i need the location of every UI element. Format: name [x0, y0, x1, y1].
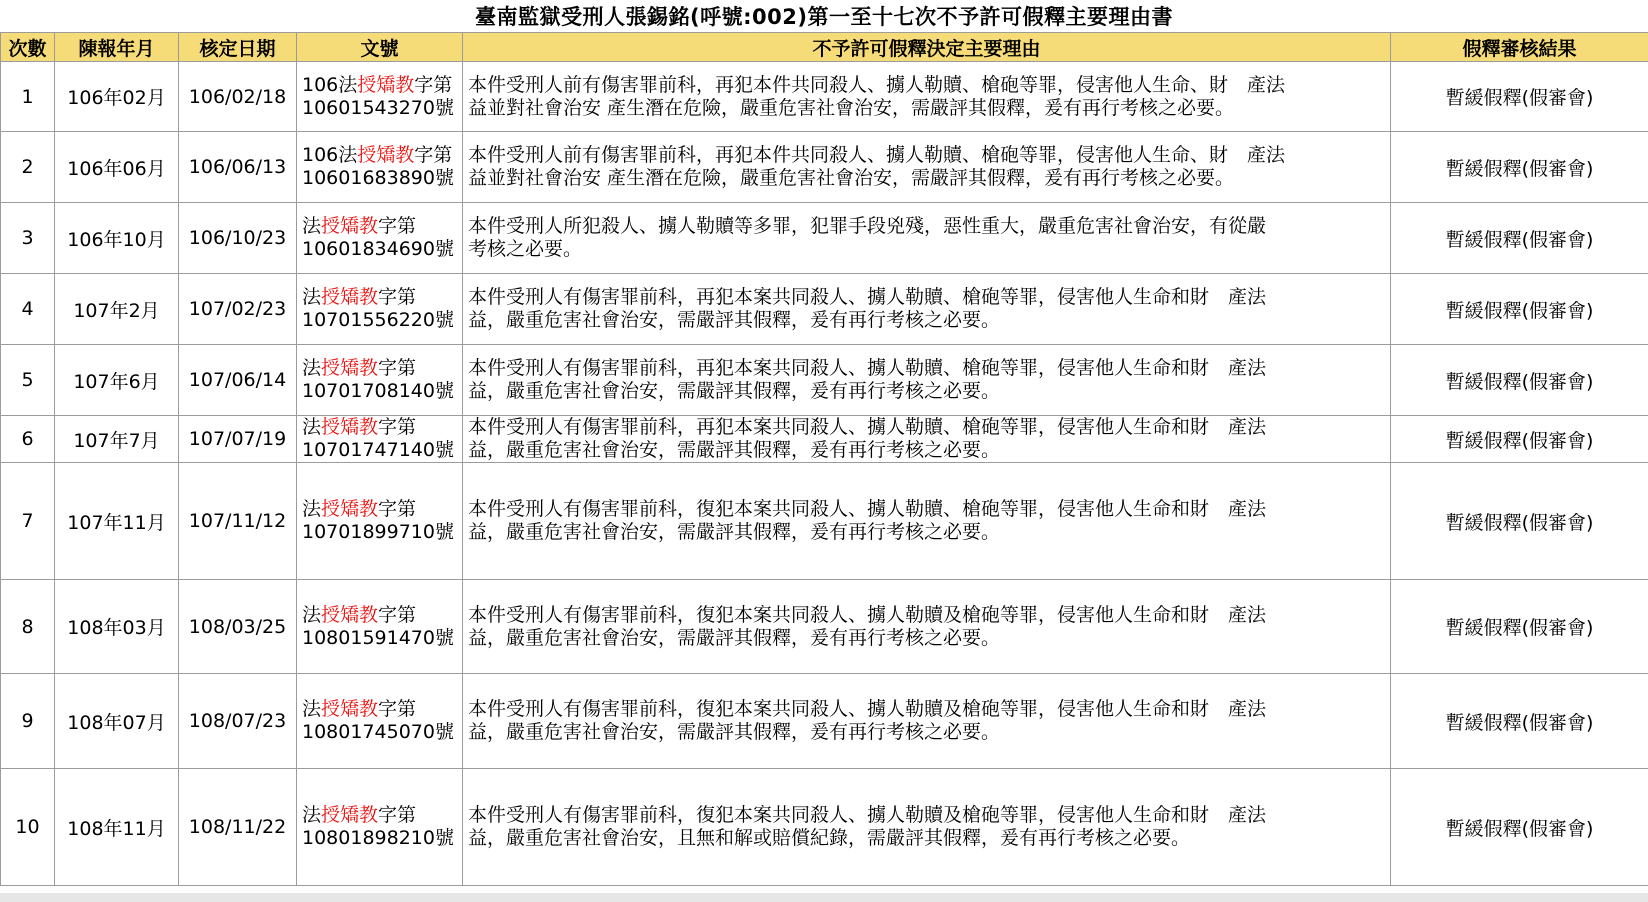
cell-approval-date[interactable]: [179, 580, 297, 674]
cell-result[interactable]: [1391, 62, 1648, 132]
reason-line-1: 本件受刑人有傷害罪前科，再犯本案共同殺人、擄人勒贖、槍砲等罪，侵害他人生命和財 產法: [468, 286, 1267, 308]
doc-number: 10701708140號: [302, 380, 454, 402]
doc-highlight: 授矯教: [321, 498, 379, 520]
cell-document-number[interactable]: [297, 132, 463, 203]
approval-date-value: 108/07/23: [188, 710, 287, 732]
doc-suffix: 字第: [378, 498, 417, 520]
report-month-value: 107年11月: [67, 511, 166, 534]
doc-highlight: 授矯教: [321, 357, 379, 379]
cell-reason[interactable]: [463, 674, 1391, 769]
approval-date-value: 107/07/19: [188, 428, 287, 450]
table-row: [1, 674, 1648, 769]
header-report-month[interactable]: 陳報年月: [55, 33, 179, 62]
cell-approval-date[interactable]: [179, 274, 297, 345]
cell-approval-date[interactable]: [179, 203, 297, 274]
header-row: [1, 33, 1648, 62]
doc-prefix: 法: [302, 286, 322, 308]
table-row: [1, 463, 1648, 580]
reason-line-2: 益，嚴重危害社會治安，需嚴評其假釋，爰有再行考核之必要。: [468, 309, 1001, 331]
cell-count[interactable]: [1, 132, 55, 203]
reason-line-2: 益，嚴重危害社會治安，需嚴評其假釋，爰有再行考核之必要。: [468, 721, 1001, 743]
header-result[interactable]: 假釋審核結果: [1391, 33, 1648, 62]
cell-reason[interactable]: [463, 416, 1391, 463]
cell-report-month[interactable]: [55, 580, 179, 674]
result-value: 暫緩假釋(假審會): [1445, 617, 1594, 639]
table-row: [1, 345, 1648, 416]
doc-number: 10601834690號: [302, 238, 454, 260]
doc-prefix: 106法: [302, 144, 358, 166]
cell-report-month[interactable]: [55, 674, 179, 769]
cell-reason[interactable]: [463, 203, 1391, 274]
doc-number: 10701556220號: [302, 309, 454, 331]
cell-report-month[interactable]: [55, 203, 179, 274]
cell-reason[interactable]: [463, 274, 1391, 345]
reason-line-1: 本件受刑人前有傷害罪前科，再犯本件共同殺人、擄人勒贖、槍砲等罪，侵害他人生命、財 產法: [468, 73, 1286, 96]
report-month-value: 107年7月: [73, 429, 160, 452]
cell-count[interactable]: [1, 769, 55, 886]
doc-prefix: 法: [302, 804, 322, 826]
cell-reason[interactable]: [463, 345, 1391, 416]
table-row: [1, 132, 1648, 203]
cell-count[interactable]: [1, 203, 55, 274]
result-value: 暫緩假釋(假審會): [1445, 511, 1594, 534]
cell-result[interactable]: [1391, 769, 1648, 886]
table-row: [1, 416, 1648, 463]
cell-document-number[interactable]: [297, 580, 463, 674]
cell-reason[interactable]: [463, 580, 1391, 674]
table-row: [1, 274, 1648, 345]
report-month-value: 106年10月: [67, 228, 166, 251]
table-row: [1, 62, 1648, 132]
header-document-number[interactable]: 文號: [297, 33, 463, 62]
approval-date-value: 107/06/14: [188, 369, 287, 391]
count-value: 1: [21, 85, 34, 108]
report-month-value: 107年2月: [73, 299, 160, 322]
cell-approval-date[interactable]: [179, 345, 297, 416]
result-value: 暫緩假釋(假審會): [1445, 157, 1594, 180]
doc-highlight: 授矯教: [321, 804, 379, 826]
reason-line-2: 益，嚴重危害社會治安，且無和解或賠償紀錄，需嚴評其假釋，爰有再行考核之必要。: [468, 827, 1191, 849]
count-value: 6: [21, 428, 34, 450]
report-month-value: 108年07月: [67, 711, 166, 734]
cell-result[interactable]: [1391, 674, 1648, 769]
report-month-value: 106年06月: [67, 157, 166, 180]
reason-line-1: 本件受刑人有傷害罪前科，復犯本案共同殺人、擄人勒贖、槍砲等罪，侵害他人生命和財 產法: [468, 498, 1267, 520]
doc-suffix: 字第: [414, 73, 453, 96]
cell-reason[interactable]: [463, 769, 1391, 886]
approval-date-value: 108/11/22: [188, 816, 287, 838]
doc-highlight: 授矯教: [321, 698, 379, 720]
doc-highlight: 授矯教: [321, 286, 379, 308]
cell-reason[interactable]: [463, 62, 1391, 132]
count-value: 8: [21, 615, 34, 638]
cell-reason[interactable]: [463, 132, 1391, 203]
cell-report-month[interactable]: [55, 463, 179, 580]
doc-highlight: 授矯教: [321, 416, 379, 438]
cell-result[interactable]: [1391, 580, 1648, 674]
cell-approval-date[interactable]: [179, 769, 297, 886]
cell-document-number[interactable]: [297, 416, 463, 463]
report-month-value: 107年6月: [73, 370, 160, 393]
count-value: 5: [21, 369, 34, 391]
result-value: 暫緩假釋(假審會): [1445, 429, 1594, 452]
reason-line-1: 本件受刑人有傷害罪前科，復犯本案共同殺人、擄人勒贖及槍砲等罪，侵害他人生命和財 產法: [468, 603, 1267, 626]
count-value: 9: [21, 710, 34, 732]
result-value: 暫緩假釋(假審會): [1445, 370, 1594, 393]
count-value: 7: [21, 510, 34, 532]
cell-approval-date[interactable]: [179, 463, 297, 580]
cell-report-month[interactable]: [55, 345, 179, 416]
cell-result[interactable]: [1391, 463, 1648, 580]
cell-document-number[interactable]: [297, 463, 463, 580]
doc-number: 10601683890號: [302, 167, 454, 189]
approval-date-value: 108/03/25: [188, 615, 287, 638]
cell-approval-date[interactable]: [179, 62, 297, 132]
sheet-title: 臺南監獄受刑人張錫銘(呼號:002)第一至十七次不予許可假釋主要理由書: [475, 5, 1173, 29]
cell-report-month[interactable]: [55, 62, 179, 132]
cell-document-number[interactable]: [297, 769, 463, 886]
doc-prefix: 法: [302, 357, 322, 379]
reason-line-1: 本件受刑人有傷害罪前科，再犯本案共同殺人、擄人勒贖、槍砲等罪，侵害他人生命和財 產法: [468, 416, 1267, 438]
cell-approval-date[interactable]: [179, 674, 297, 769]
parole-table: [0, 32, 1648, 886]
approval-date-value: 106/02/18: [188, 85, 287, 108]
result-value: 暫緩假釋(假審會): [1445, 87, 1594, 109]
report-month-value: 108年11月: [67, 817, 166, 840]
reason-line-2: 益，嚴重危害社會治安，需嚴評其假釋，爰有再行考核之必要。: [468, 521, 1001, 543]
doc-number: 10701747140號: [302, 439, 454, 461]
header-count[interactable]: 次數: [1, 33, 55, 62]
reason-line-2: 益並對社會治安 產生潛在危險，嚴重危害社會治安，需嚴評其假釋，爰有再行考核之必要。: [468, 167, 1235, 189]
cell-approval-date[interactable]: [179, 416, 297, 463]
report-month-value: 108年03月: [67, 617, 166, 639]
cell-document-number[interactable]: [297, 274, 463, 345]
cell-count[interactable]: [1, 62, 55, 132]
doc-prefix: 法: [302, 215, 322, 237]
cell-approval-date[interactable]: [179, 132, 297, 203]
cell-report-month[interactable]: [55, 416, 179, 463]
count-value: 10: [15, 816, 40, 838]
doc-highlight: 授矯教: [321, 603, 379, 626]
result-value: 暫緩假釋(假審會): [1445, 711, 1594, 734]
cell-result[interactable]: [1391, 203, 1648, 274]
result-value: 暫緩假釋(假審會): [1445, 817, 1594, 840]
doc-prefix: 法: [302, 603, 322, 626]
cell-document-number[interactable]: [297, 674, 463, 769]
doc-highlight: 授矯教: [357, 73, 415, 96]
cell-result[interactable]: [1391, 345, 1648, 416]
count-value: 2: [21, 156, 34, 178]
reason-line-2: 益，嚴重危害社會治安，需嚴評其假釋，爰有再行考核之必要。: [468, 380, 1001, 402]
doc-prefix: 法: [302, 698, 322, 720]
header-approval-date[interactable]: 核定日期: [179, 33, 297, 62]
approval-date-value: 106/06/13: [188, 156, 287, 178]
reason-line-1: 本件受刑人有傷害罪前科，復犯本案共同殺人、擄人勒贖及槍砲等罪，侵害他人生命和財 產法: [468, 804, 1267, 826]
cell-report-month[interactable]: [55, 769, 179, 886]
result-value: 暫緩假釋(假審會): [1445, 228, 1594, 251]
doc-suffix: 字第: [378, 698, 417, 720]
doc-prefix: 法: [302, 416, 322, 438]
cell-result[interactable]: [1391, 274, 1648, 345]
cell-count[interactable]: [1, 463, 55, 580]
reason-line-1: 本件受刑人前有傷害罪前科，再犯本件共同殺人、擄人勒贖、槍砲等罪，侵害他人生命、財 產法: [468, 144, 1286, 166]
doc-suffix: 字第: [378, 357, 417, 379]
doc-suffix: 字第: [378, 286, 417, 308]
table-row: [1, 580, 1648, 674]
reason-line-2: 益，嚴重危害社會治安，需嚴評其假釋，爰有再行考核之必要。: [468, 626, 1001, 649]
approval-date-value: 107/11/12: [188, 510, 287, 532]
doc-highlight: 授矯教: [321, 215, 379, 237]
header-reason[interactable]: 不予許可假釋決定主要理由: [463, 33, 1391, 62]
doc-suffix: 字第: [378, 603, 417, 626]
doc-suffix: 字第: [378, 416, 417, 438]
count-value: 4: [21, 298, 34, 320]
cell-count[interactable]: [1, 416, 55, 463]
doc-number: 10601543270號: [302, 96, 454, 119]
report-month-value: 106年02月: [67, 87, 166, 109]
cell-report-month[interactable]: [55, 274, 179, 345]
reason-line-2: 益並對社會治安 產生潛在危險，嚴重危害社會治安，需嚴評其假釋，爰有再行考核之必要。: [468, 96, 1235, 119]
cell-count[interactable]: [1, 345, 55, 416]
count-value: 3: [21, 227, 34, 249]
reason-line-2: 益，嚴重危害社會治安，需嚴評其假釋，爰有再行考核之必要。: [468, 439, 1001, 461]
doc-number: 10801745070號: [302, 721, 454, 743]
approval-date-value: 107/02/23: [188, 298, 287, 320]
doc-number: 10801898210號: [302, 827, 454, 849]
doc-suffix: 字第: [378, 804, 417, 826]
approval-date-value: 106/10/23: [188, 227, 287, 249]
doc-number: 10801591470號: [302, 626, 454, 649]
cell-count[interactable]: [1, 274, 55, 345]
reason-line-2: 考核之必要。: [468, 238, 583, 260]
cell-count[interactable]: [1, 674, 55, 769]
cell-reason[interactable]: [463, 463, 1391, 580]
doc-prefix: 法: [302, 498, 322, 520]
doc-suffix: 字第: [378, 215, 417, 237]
table-row: [1, 203, 1648, 274]
cell-count[interactable]: [1, 580, 55, 674]
reason-line-1: 本件受刑人有傷害罪前科，復犯本案共同殺人、擄人勒贖及槍砲等罪，侵害他人生命和財 產法: [468, 698, 1267, 720]
cell-report-month[interactable]: [55, 132, 179, 203]
doc-number: 10701899710號: [302, 521, 454, 543]
doc-highlight: 授矯教: [357, 144, 415, 166]
cell-result[interactable]: [1391, 416, 1648, 463]
reason-line-1: 本件受刑人所犯殺人、擄人勒贖等多罪，犯罪手段兇殘，惡性重大，嚴重危害社會治安，有從嚴: [468, 215, 1267, 237]
table-row: [1, 769, 1648, 886]
cell-document-number[interactable]: [297, 345, 463, 416]
cell-result[interactable]: [1391, 132, 1648, 203]
sheet-bottom-edge: [0, 893, 1648, 902]
doc-prefix: 106法: [302, 73, 358, 96]
result-value: 暫緩假釋(假審會): [1445, 299, 1594, 322]
reason-line-1: 本件受刑人有傷害罪前科，再犯本案共同殺人、擄人勒贖、槍砲等罪，侵害他人生命和財 產法: [468, 357, 1267, 379]
doc-suffix: 字第: [414, 144, 453, 166]
cell-document-number[interactable]: [297, 62, 463, 132]
cell-document-number[interactable]: [297, 203, 463, 274]
